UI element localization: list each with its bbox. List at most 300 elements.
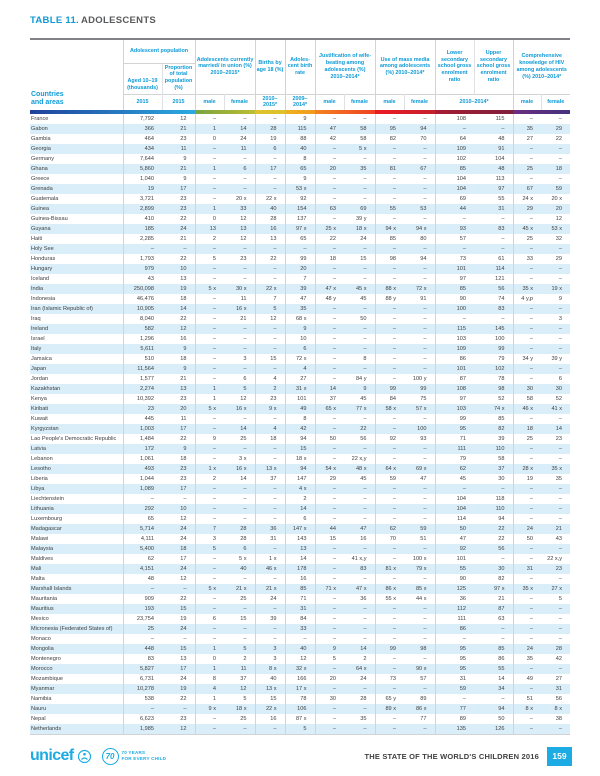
table-cell: – [474, 234, 513, 244]
table-row [30, 414, 570, 424]
table-cell: 24 [526, 525, 534, 532]
table-cell: – [375, 724, 404, 735]
table-cell: 77 [404, 714, 435, 724]
table-cell: 58 [474, 454, 513, 464]
subcol-male: male [195, 94, 224, 110]
adolescents-table [30, 38, 570, 735]
table-cell: – [212, 115, 217, 122]
table-cell: 99 [474, 344, 513, 354]
table-cell: 3 [558, 315, 563, 322]
table-cell: – [255, 114, 285, 124]
table-cell: 31 [459, 675, 467, 682]
table-cell: 115 [285, 124, 315, 134]
table-cell: – [212, 155, 217, 162]
table-row [30, 174, 570, 184]
table-cell: 86 [459, 355, 467, 362]
table-row [30, 534, 570, 544]
table-row [30, 334, 570, 344]
table-cell: – [392, 375, 397, 382]
table-cell: – [392, 665, 397, 672]
table-cell: 15 [162, 604, 195, 614]
table-cell: 37 [255, 474, 285, 484]
table-cell: 45 x [522, 225, 534, 232]
table-cell: 22 [162, 694, 195, 704]
table-cell: 91 [474, 144, 513, 154]
table-row [30, 164, 570, 174]
table-cell: 53 [404, 204, 435, 214]
table-cell: – [212, 485, 217, 492]
table-cell: 101 [456, 555, 467, 562]
table-cell: 11 [224, 144, 255, 154]
table-cell: – [558, 115, 563, 122]
table-row [30, 424, 570, 434]
table-cell: 86 [459, 625, 467, 632]
table-cell: – [474, 124, 513, 134]
table-cell: 23 [162, 134, 195, 144]
table-cell: 90 [459, 575, 467, 582]
table-cell: 23 [147, 405, 154, 412]
country-name: India [30, 284, 123, 294]
table-cell: 8 x [255, 664, 285, 674]
table-cell: 39 y [344, 214, 375, 224]
badge-line1: 70 YEARS [121, 750, 146, 756]
table-row [30, 484, 570, 494]
table-cell: 126 [474, 724, 513, 735]
table-cell: – [344, 324, 375, 334]
table-cell: 5 [558, 595, 563, 602]
table-cell: – [404, 604, 435, 614]
table-cell: 24 [162, 564, 195, 574]
table-cell: 86 x [404, 704, 435, 714]
table-cell: 27 [285, 374, 315, 384]
table-cell: 49 [526, 675, 534, 682]
table-cell: 55 [474, 664, 513, 674]
table-cell: – [344, 414, 375, 424]
table-cell: – [150, 495, 154, 502]
table-cell: 12 [555, 215, 563, 222]
unicef-globe-icon [77, 749, 92, 764]
table-cell: 28 [555, 645, 563, 652]
table-cell: 40 [224, 564, 255, 574]
country-name: Japan [30, 364, 123, 374]
table-cell: 58 x [385, 405, 397, 412]
table-cell: 14 [344, 644, 375, 654]
table-cell: 22 [162, 214, 195, 224]
subcol-male: male [375, 94, 404, 110]
table-cell: – [558, 485, 563, 492]
table-row [30, 504, 570, 514]
table-cell: 102 [474, 364, 513, 374]
table-cell: 24 [344, 234, 375, 244]
table-cell: 22 x,y [547, 555, 563, 562]
table-cell: – [462, 245, 467, 252]
table-cell: – [332, 625, 337, 632]
table-cell: 434 [144, 145, 154, 152]
table-cell: – [255, 494, 285, 504]
table-cell: 13 [162, 274, 195, 284]
table-cell: 67 [526, 185, 534, 192]
table-cell: 7 [285, 274, 315, 284]
table-cell: 6 [212, 615, 217, 622]
table-row [30, 704, 570, 714]
table-cell: 8 [212, 675, 217, 682]
table-cell: 6,731 [140, 675, 154, 682]
table-cell: – [344, 244, 375, 254]
table-cell: – [332, 265, 337, 272]
table-cell: 5 [212, 255, 217, 262]
table-cell: 55 x [385, 595, 397, 602]
table-cell: 85 [285, 584, 315, 594]
table-cell: – [404, 144, 435, 154]
country-name: Netherlands [30, 724, 123, 735]
unicef-wordmark: unicef [30, 747, 74, 764]
table-cell: 63 [329, 205, 337, 212]
table-cell: – [332, 545, 337, 552]
table-cell: 9 [212, 435, 217, 442]
table-cell: – [392, 555, 397, 562]
table-cell: – [392, 355, 397, 362]
table-cell: 85 [459, 165, 467, 172]
table-row [30, 524, 570, 534]
table-cell: – [332, 455, 337, 462]
table-cell: 35 [526, 655, 534, 662]
table-cell: 250,098 [133, 285, 154, 292]
table-cell: – [529, 665, 534, 672]
table-cell: 34 [474, 684, 513, 694]
table-cell: 69 x [404, 464, 435, 474]
table-cell: 18 x [344, 224, 375, 234]
table-cell: – [558, 305, 563, 312]
table-cell: 24 [162, 534, 195, 544]
table-cell: 100 x [404, 554, 435, 564]
table-cell: 9 [285, 114, 315, 124]
table-cell: 78 [285, 694, 315, 704]
table-cell: 87 [459, 375, 467, 382]
table-row [30, 204, 570, 214]
table-cell: 3 [255, 654, 285, 664]
table-cell: 147 [285, 474, 315, 484]
table-cell: – [392, 365, 397, 372]
table-cell: 9 [285, 174, 315, 184]
table-cell: 19 [526, 475, 534, 482]
table-cell: 14 [162, 304, 195, 314]
table-cell: – [404, 354, 435, 364]
col-lower-secondary-enrolment: Lower secondary school gross enrolment ratio [435, 39, 474, 94]
table-cell: – [558, 545, 563, 552]
table-cell: 12 [162, 574, 195, 584]
table-cell: 6 [255, 144, 285, 154]
table-cell: 58 [344, 124, 375, 134]
table-cell: – [529, 455, 534, 462]
table-cell: – [474, 694, 513, 704]
table-cell: 102 [456, 155, 467, 162]
table-cell: 39 [474, 434, 513, 444]
table-cell: – [332, 215, 337, 222]
table-cell: – [558, 325, 563, 332]
table-cell: – [558, 145, 563, 152]
table-cell: – [404, 634, 435, 644]
table-cell: – [332, 305, 337, 312]
table-cell: – [404, 724, 435, 735]
table-row [30, 474, 570, 484]
table-cell: 35 [526, 125, 534, 132]
table-cell: 23 [255, 394, 285, 404]
table-cell: 13 [285, 544, 315, 554]
table-cell: 37 [474, 464, 513, 474]
table-cell: 22 x [255, 284, 285, 294]
table-cell: 45 [344, 474, 375, 484]
table-cell: – [529, 215, 534, 222]
table-cell: – [392, 445, 397, 452]
table-cell: 20 x [224, 194, 255, 204]
table-cell: 1 [212, 125, 217, 132]
table-cell: 42 [555, 655, 563, 662]
country-name: Nepal [30, 714, 123, 724]
table-cell: 95 [459, 425, 467, 432]
table-cell: 43 [555, 535, 563, 542]
table-cell: 33 [526, 255, 534, 262]
table-cell: 35 [344, 164, 375, 174]
table-cell: 104 [474, 154, 513, 164]
countries-header: Countries and areas [30, 39, 123, 110]
table-cell: 24 [344, 674, 375, 684]
table-cell: 23 [162, 464, 195, 474]
table-cell: 42 [329, 135, 337, 142]
table-row [30, 654, 570, 664]
table-cell: 97 [459, 275, 467, 282]
table-cell: – [404, 344, 435, 354]
table-cell: 193 [144, 605, 154, 612]
table-cell: 36 [255, 524, 285, 534]
country-name: Mauritania [30, 594, 123, 604]
table-cell: 99 [389, 385, 397, 392]
table-cell: 145 [474, 324, 513, 334]
table-cell: – [558, 345, 563, 352]
country-name: Iran (Islamic Republic of) [30, 304, 123, 314]
table-cell: 100 y [404, 374, 435, 384]
table-cell: – [392, 185, 397, 192]
table-cell: 22 [329, 235, 337, 242]
table-cell: 82 [474, 574, 513, 584]
table-cell: 24 x [522, 195, 534, 202]
table-cell: – [212, 195, 217, 202]
table-cell: – [255, 184, 285, 194]
table-cell: 22 [162, 254, 195, 264]
table-cell: 31 [555, 685, 563, 692]
table-cell: – [404, 194, 435, 204]
table-cell: 178 [285, 564, 315, 574]
table-row [30, 664, 570, 674]
table-cell: 5 [212, 545, 217, 552]
table-cell: 13 x [255, 464, 285, 474]
table-cell: – [474, 634, 513, 644]
table-cell: 31 [285, 604, 315, 614]
table-cell: – [212, 275, 217, 282]
table-cell: 33 [285, 624, 315, 634]
table-cell: – [404, 614, 435, 624]
table-cell: – [332, 375, 337, 382]
table-cell: 104 [456, 495, 467, 502]
table-cell: – [212, 495, 217, 502]
table-cell: 25 [526, 435, 534, 442]
table-cell: – [212, 575, 217, 582]
table-cell: – [558, 515, 563, 522]
table-cell: 65 y [385, 695, 397, 702]
table-cell: – [392, 655, 397, 662]
table-cell: 6 [558, 375, 563, 382]
table-cell: 366 [144, 125, 154, 132]
table-cell: – [212, 145, 217, 152]
table-cell: 23,754 [136, 615, 154, 622]
table-cell: 11 [224, 294, 255, 304]
table-cell: 118 [474, 494, 513, 504]
table-row [30, 254, 570, 264]
table-cell: 28 [344, 694, 375, 704]
country-name: Lithuania [30, 504, 123, 514]
table-cell: 63 [474, 614, 513, 624]
table-cell: 94 x [404, 224, 435, 234]
seventy-icon: 70 [102, 748, 119, 765]
table-cell: – [224, 324, 255, 334]
table-cell: 4 y,p [521, 295, 534, 302]
table-row [30, 114, 570, 124]
table-cell: 13 [162, 384, 195, 394]
table-cell: 8 [344, 354, 375, 364]
table-cell: 50 [459, 525, 467, 532]
table-cell: 16 [344, 534, 375, 544]
table-cell: 19 [162, 614, 195, 624]
seventy-years-badge [102, 748, 167, 765]
table-cell: – [212, 315, 217, 322]
table-cell: 110 [474, 504, 513, 514]
table-cell: 13 x [255, 684, 285, 694]
table-row [30, 214, 570, 224]
table-cell: – [558, 495, 563, 502]
table-cell: 12 [224, 234, 255, 244]
country-name: Guinea [30, 204, 123, 214]
table-cell: 16 x [224, 464, 255, 474]
table-container [30, 38, 570, 735]
table-cell: 108 [456, 385, 467, 392]
table-cell: 95 [459, 645, 467, 652]
subcol-female: female [541, 94, 570, 110]
table-cell: – [392, 145, 397, 152]
table-cell: 113 [474, 174, 513, 184]
table-cell: 12 [285, 654, 315, 664]
table-cell: 2,274 [140, 385, 154, 392]
table-cell: – [529, 335, 534, 342]
table-cell: 1 [212, 645, 217, 652]
table-cell: – [332, 705, 337, 712]
table-cell: 44 [329, 525, 337, 532]
subcol-enrol-period: 2010–2014* [435, 94, 513, 110]
table-cell: 90 [459, 295, 467, 302]
table-cell: 50 [344, 314, 375, 324]
col-upper-secondary-enrolment: Upper secondary school gross enrolment ratio [474, 39, 513, 94]
table-cell: 115 [457, 325, 467, 332]
table-cell: – [404, 314, 435, 324]
table-cell: – [212, 635, 217, 642]
table-cell: 99 [459, 415, 467, 422]
table-cell: 4 [255, 374, 285, 384]
table-cell: 9 [558, 295, 563, 302]
table-cell: 18 [329, 255, 337, 262]
table-cell: – [224, 574, 255, 584]
table-cell: 14 [224, 424, 255, 434]
table-cell: 97 [474, 184, 513, 194]
table-cell: – [392, 625, 397, 632]
table-cell: 109 [456, 345, 467, 352]
table-cell: – [255, 344, 285, 354]
table-cell: 65 [285, 164, 315, 174]
table-cell: 5 x [208, 405, 217, 412]
table-cell: – [529, 245, 534, 252]
table-cell: – [404, 514, 435, 524]
table-row [30, 384, 570, 394]
table-cell: 4 [285, 364, 315, 374]
table-cell: 37 [329, 395, 337, 402]
table-row [30, 574, 570, 584]
country-name: Mongolia [30, 644, 123, 654]
table-cell: 36 [344, 594, 375, 604]
table-cell: 23 [555, 435, 563, 442]
table-cell: 0 [212, 215, 217, 222]
table-cell: 2 [344, 654, 375, 664]
table-cell: – [529, 715, 534, 722]
table-cell: 6 [285, 514, 315, 524]
table-cell: 18 [555, 165, 563, 172]
table-cell: – [529, 115, 534, 122]
table-cell: 94 [404, 124, 435, 134]
col-married-in-union: Adolescents currently married/ in union (%) 2010–2015* [195, 39, 255, 94]
table-cell: – [315, 724, 344, 735]
table-cell: 111 [457, 615, 467, 622]
badge-text [122, 750, 167, 761]
table-cell: – [404, 364, 435, 374]
table-cell: 29 [555, 255, 563, 262]
table-cell: 35 [555, 475, 563, 482]
table-cell: 79 [474, 354, 513, 364]
table-cell: – [392, 315, 397, 322]
table-cell: 10 [162, 504, 195, 514]
report-title: THE STATE OF THE WORLD'S CHILDREN 2016 [364, 751, 539, 761]
table-cell: – [529, 515, 534, 522]
table-cell: – [392, 275, 397, 282]
table-row [30, 224, 570, 234]
table-cell: – [404, 304, 435, 314]
table-cell: 30 [329, 695, 337, 702]
table-cell: 99 [389, 645, 397, 652]
table-cell: 39 [285, 284, 315, 294]
table-cell: 15 [224, 614, 255, 624]
table-cell: – [344, 614, 375, 624]
table-cell: – [224, 494, 255, 504]
table-cell: 25 [224, 714, 255, 724]
table-cell: – [529, 155, 534, 162]
table-cell: 45 [344, 394, 375, 404]
table-cell: – [212, 265, 217, 272]
col-births-by-18: Births by age 18 (%) [255, 39, 285, 94]
table-cell: 49 [285, 404, 315, 414]
table-cell: – [344, 604, 375, 614]
table-cell: 62 [389, 525, 397, 532]
table-cell: – [255, 514, 285, 524]
table-cell: – [344, 484, 375, 494]
table-cell: 12 [224, 684, 255, 694]
table-cell: 20 [285, 264, 315, 274]
table-cell: 11 [162, 144, 195, 154]
table-cell: 5 x [208, 585, 217, 592]
